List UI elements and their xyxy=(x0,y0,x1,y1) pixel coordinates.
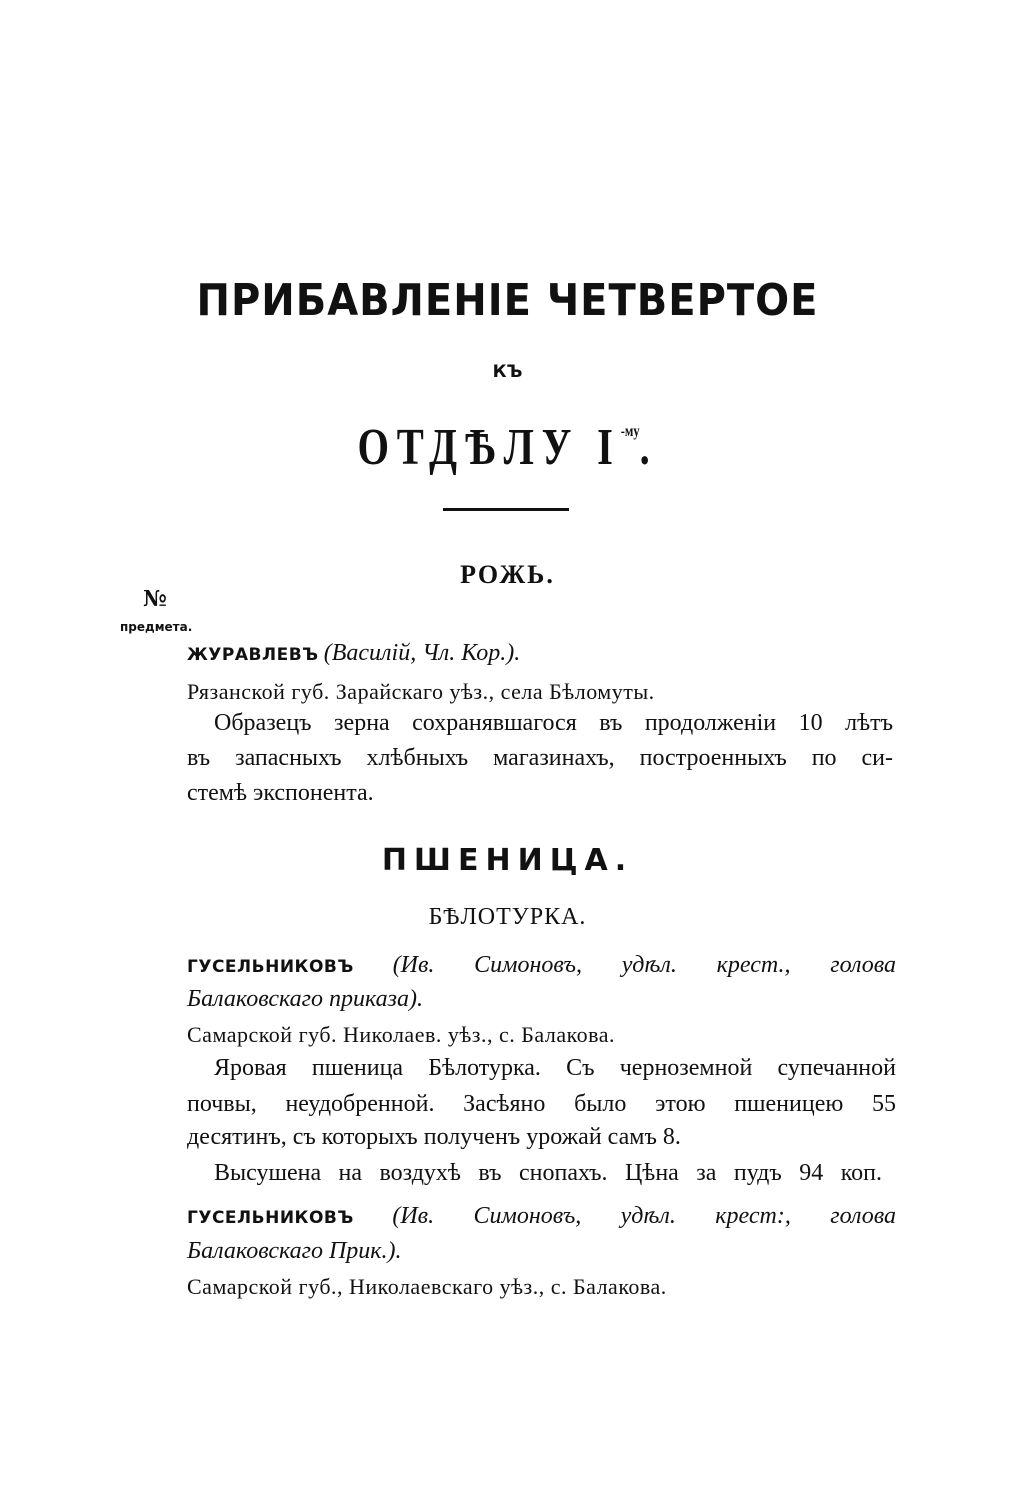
main-title: ПРИБАВЛЕНІЕ ЧЕТВЕРТОЕ xyxy=(196,276,819,326)
heading-wheat: ПШЕНИЦА. xyxy=(381,843,634,878)
wheat-entry1-line1 xyxy=(187,952,896,979)
rye-description-line: въ запасныхъ хлѣбныхъ магазинахъ, построенныхъ по си- xyxy=(187,745,893,771)
section-title xyxy=(112,418,904,477)
rye-exhibitor-place: Рязанской губ. Зарайскаго уѣз., села Бѣломуты. xyxy=(187,679,655,704)
wheat-entry2-info: (Ив. Симоновъ, удѣл. крест:, голова xyxy=(392,1203,896,1229)
item-number-sign: № xyxy=(143,586,167,612)
item-number-label: предмета. xyxy=(120,620,193,634)
wheat-entry2-line1 xyxy=(187,1203,896,1230)
title-divider xyxy=(443,508,569,511)
rye-exhibitor-line xyxy=(187,640,520,667)
rye-exhibitor-name: ЖУРАВЛЕВЪ xyxy=(187,645,319,665)
subheading-beloturka: БѢЛОТУРКА. xyxy=(428,904,587,930)
wheat-entry1-description-line: Яровая пшеница Бѣлотурка. Съ черноземной супечанной xyxy=(214,1055,896,1081)
wheat-entry1-name: ГУСЕЛЬНИКОВЪ xyxy=(187,957,354,977)
rye-exhibitor-info: (Василій, Чл. Кор.). xyxy=(323,640,521,666)
rye-description-line: Образецъ зерна сохранявшагося въ продолженіи 10 лѣтъ xyxy=(214,710,893,736)
wheat-entry1-description-line: Высушена на воздухѣ въ снопахъ. Цѣна за пудъ 94 коп. xyxy=(214,1160,882,1186)
wheat-entry2-info-cont: Балаковскаго Прик.). xyxy=(187,1238,402,1264)
wheat-entry1-description-line: десятинъ, съ которыхъ полученъ урожай самъ 8. xyxy=(187,1124,681,1150)
heading-rye: РОЖЬ. xyxy=(460,560,555,589)
section-title-end: . xyxy=(639,419,658,476)
rye-description-line: стемѣ экспонента. xyxy=(187,780,374,806)
wheat-entry2-place: Самарской губ., Николаевскаго уѣз., с. Балакова. xyxy=(187,1274,667,1299)
wheat-entry1-place: Самарской губ. Николаев. уѣз., с. Балакова. xyxy=(187,1022,616,1047)
wheat-entry1-info-cont: Балаковскаго приказа). xyxy=(187,986,423,1012)
wheat-entry2-name: ГУСЕЛЬНИКОВЪ xyxy=(187,1208,354,1228)
section-title-suffix: -му xyxy=(620,423,640,440)
wheat-entry1-info: (Ив. Симоновъ, удѣл. крест., голова xyxy=(392,952,897,978)
title-connector: КЪ xyxy=(492,362,523,382)
section-title-text: ОТДѢЛУ I xyxy=(357,419,621,476)
wheat-entry1-description-line: почвы, неудобренной. Засѣяно было этою пшеницею 55 xyxy=(187,1091,896,1117)
